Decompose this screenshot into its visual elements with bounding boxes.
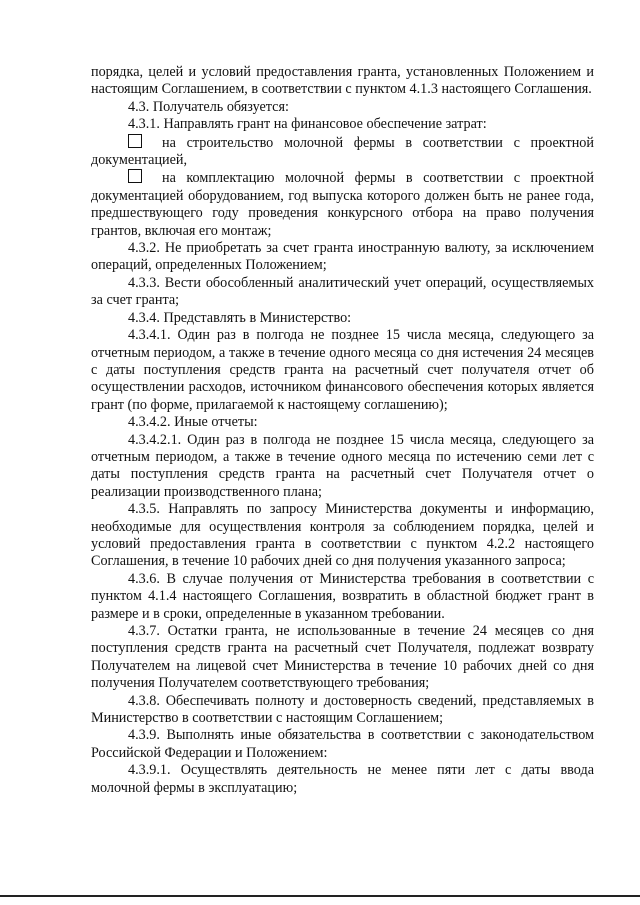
option-equipment	[91, 169, 594, 240]
construction-checkbox[interactable]	[128, 134, 142, 148]
clause-4-3-9: 4.3.9. Выполнять иные обязательства в соответствии с законодательством Российской Федерации и Положением:	[91, 727, 594, 761]
clause-4-3-1: 4.3.1. Направлять грант на финансовое обеспечение затрат:	[128, 116, 487, 133]
document-page	[91, 64, 594, 797]
clause-4-3: 4.3. Получатель обязуется:	[128, 98, 289, 115]
clause-4-3-6: 4.3.6. В случае получения от Министерства требования в соответствии с пунктом 4.1.4 настоящего Соглашения, возвратить в областной бюджет грант в размере и в сроки, определенные в указанном требовании.	[91, 570, 594, 622]
clause-4-3-3: 4.3.3. Вести обособленный аналитический учет операций, осуществляемых за счет гранта;	[91, 274, 594, 309]
clause-4-3-4: 4.3.4. Представлять в Министерство:	[128, 309, 352, 326]
option-construction	[91, 134, 594, 170]
clause-4-3-8: 4.3.8. Обеспечивать полноту и достоверность сведений, представляемых в Министерство в соответствии с настоящим Соглашением;	[91, 692, 594, 727]
clause-4-3-5: 4.3.5. Направлять по запросу Министерства документы и информацию, необходимые для осуществления контроля за соблюдением порядка, целей и условий предоставления гранта в соответствии с пунктом 4.2.2 настоящего Соглашения, в течение 10 рабочих дней со дня получения указанного запроса;	[91, 501, 594, 570]
paragraph-continuation: порядка, целей и условий предоставления гранта, установленных Положением и настоящим Соглашением, в соответствии с пунктом 4.1.3 настоящего Соглашения.	[91, 64, 594, 98]
clause-4-3-2: 4.3.2. Не приобретать за счет гранта иностранную валюту, за исключением операций, определенных Положением;	[91, 240, 594, 274]
option-equipment-text: на комплектацию молочной фермы в соответствии с проектной документацией оборудованием, год выпуска которого должен быть не ранее года, предшествующего году проведения конкурсного отбора на право получения грантов, включая его монтаж;	[91, 170, 594, 239]
page-bottom-border	[0, 895, 640, 897]
clause-4-3-4-1: 4.3.4.1. Один раз в полгода не позднее 15 числа месяца, следующего за отчетным периодом, а также в течение одного месяца со дня истечения 24 месяцев с даты поступления средств гранта на расчетный счет получателя отчет об осуществлении расходов, источником финансового обеспечения которых является грант (по форме, прилагаемой к настоящему соглашению);	[91, 327, 594, 413]
option-construction-text: на строительство молочной фермы в соответствии с проектной документацией,	[91, 134, 594, 169]
clause-4-3-9-1: 4.3.9.1. Осуществлять деятельность не менее пяти лет с даты ввода молочной фермы в эксплуатацию;	[91, 762, 594, 796]
clause-4-3-7: 4.3.7. Остатки гранта, не использованные в течение 24 месяцев со дня поступления средств гранта на расчетный счет Получателя, подлежат возврату Получателем на лицевой счет Министерства в течение 10 рабочих дней со дня получения Получателем соответствующего требования;	[91, 623, 594, 692]
clause-4-3-4-2-1: 4.3.4.2.1. Один раз в полгода не позднее 15 числа месяца, следующего за отчетным периодом, а также в течение одного месяца по истечению семи лет с даты поступления средств гранта на расчетный счет Получателя отчет о реализации производственного плана;	[91, 431, 594, 500]
clause-4-3-4-2: 4.3.4.2. Иные отчеты:	[128, 414, 258, 431]
equipment-checkbox[interactable]	[128, 169, 142, 183]
